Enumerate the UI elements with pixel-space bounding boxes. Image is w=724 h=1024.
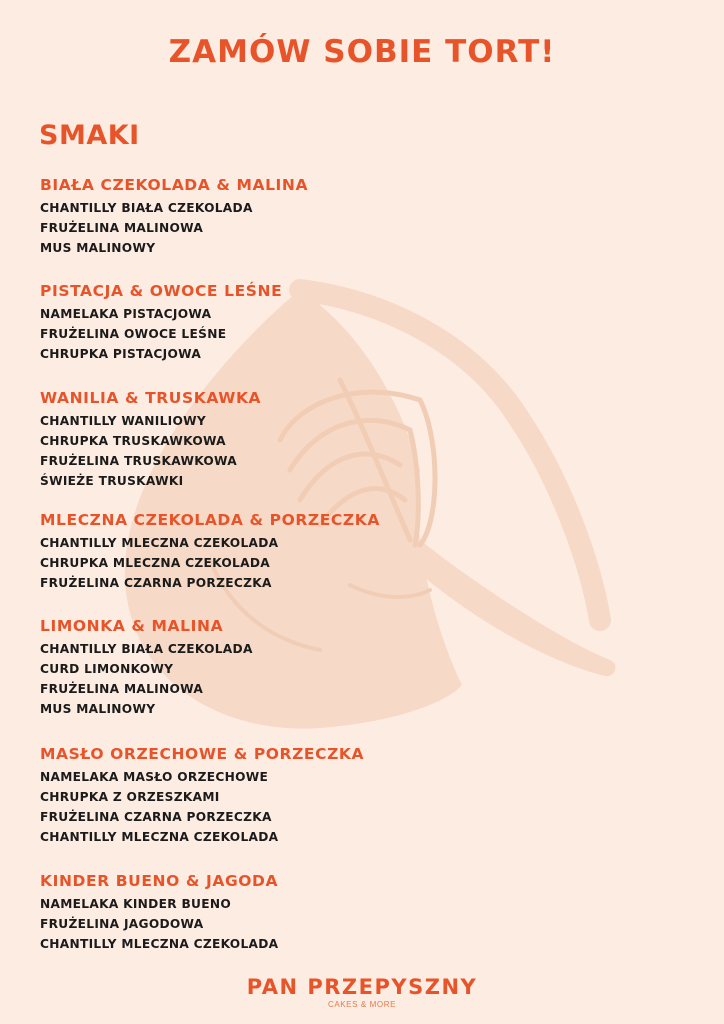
- flavor-name: MASŁO ORZECHOWE & PORZECZKA: [40, 745, 365, 763]
- flavor-item: [40, 510, 380, 593]
- ingredient: ŚWIEŻE TRUSKAWKI: [40, 474, 184, 488]
- ingredient: NAMELAKA MASŁO ORZECHOWE: [40, 770, 269, 784]
- ingredient: FRUŻELINA MALINOWA: [40, 221, 204, 235]
- flavor-item: [40, 281, 282, 364]
- ingredient: CURD LIMONKOWY: [40, 662, 174, 676]
- flavor-name: LIMONKA & MALINA: [40, 617, 224, 635]
- ingredient: FRUŻELINA CZARNA PORZECZKA: [40, 576, 272, 590]
- ingredient: NAMELAKA KINDER BUENO: [40, 897, 232, 911]
- ingredient: CHANTILLY MLECZNA CZEKOLADA: [40, 937, 279, 951]
- ingredient: CHRUPKA MLECZNA CZEKOLADA: [40, 556, 270, 570]
- flavor-name: MLECZNA CZEKOLADA & PORZECZKA: [40, 511, 380, 529]
- brand-name: PAN PRZEPYSZNY: [246, 975, 478, 999]
- section-heading: SMAKI: [39, 120, 140, 151]
- ingredient: CHANTILLY BIAŁA CZEKOLADA: [40, 201, 253, 215]
- flavor-item: [40, 616, 253, 719]
- ingredient: MUS MALINOWY: [40, 702, 156, 716]
- ingredient: FRUŻELINA MALINOWA: [40, 682, 204, 696]
- ingredient: MUS MALINOWY: [40, 241, 156, 255]
- ingredient: FRUŻELINA TRUSKAWKOWA: [40, 454, 237, 468]
- ingredient: FRUŻELINA JAGODOWA: [40, 917, 204, 931]
- ingredient: CHANTILLY MLECZNA CZEKOLADA: [40, 830, 279, 844]
- flavor-name: PISTACJA & OWOCE LEŚNE: [40, 282, 283, 300]
- flavor-name: WANILIA & TRUSKAWKA: [40, 389, 262, 407]
- ingredient: CHANTILLY BIAŁA CZEKOLADA: [40, 642, 253, 656]
- ingredient: CHRUPKA PISTACJOWA: [40, 347, 202, 361]
- ingredient: CHANTILLY MLECZNA CZEKOLADA: [40, 536, 279, 550]
- ingredient: FRUŻELINA OWOCE LEŚNE: [40, 327, 227, 341]
- page-title: ZAMÓW SOBIE TORT!: [168, 34, 556, 70]
- ingredient: CHANTILLY WANILIOWY: [40, 414, 207, 428]
- flavor-item: [40, 744, 364, 847]
- flavor-item: [40, 175, 308, 258]
- ingredient: CHRUPKA Z ORZESZKAMI: [40, 790, 220, 804]
- flavor-name: BIAŁA CZEKOLADA & MALINA: [40, 176, 309, 194]
- ingredient: FRUŻELINA CZARNA PORZECZKA: [40, 810, 272, 824]
- flavor-name: KINDER BUENO & JAGODA: [40, 872, 279, 890]
- flavor-item: [40, 388, 261, 491]
- ingredient: NAMELAKA PISTACJOWA: [40, 307, 212, 321]
- ingredient: CHRUPKA TRUSKAWKOWA: [40, 434, 226, 448]
- flavor-item: [40, 871, 278, 954]
- brand-logo: [0, 974, 724, 1010]
- brand-tagline: CAKES & MORE: [327, 1000, 397, 1009]
